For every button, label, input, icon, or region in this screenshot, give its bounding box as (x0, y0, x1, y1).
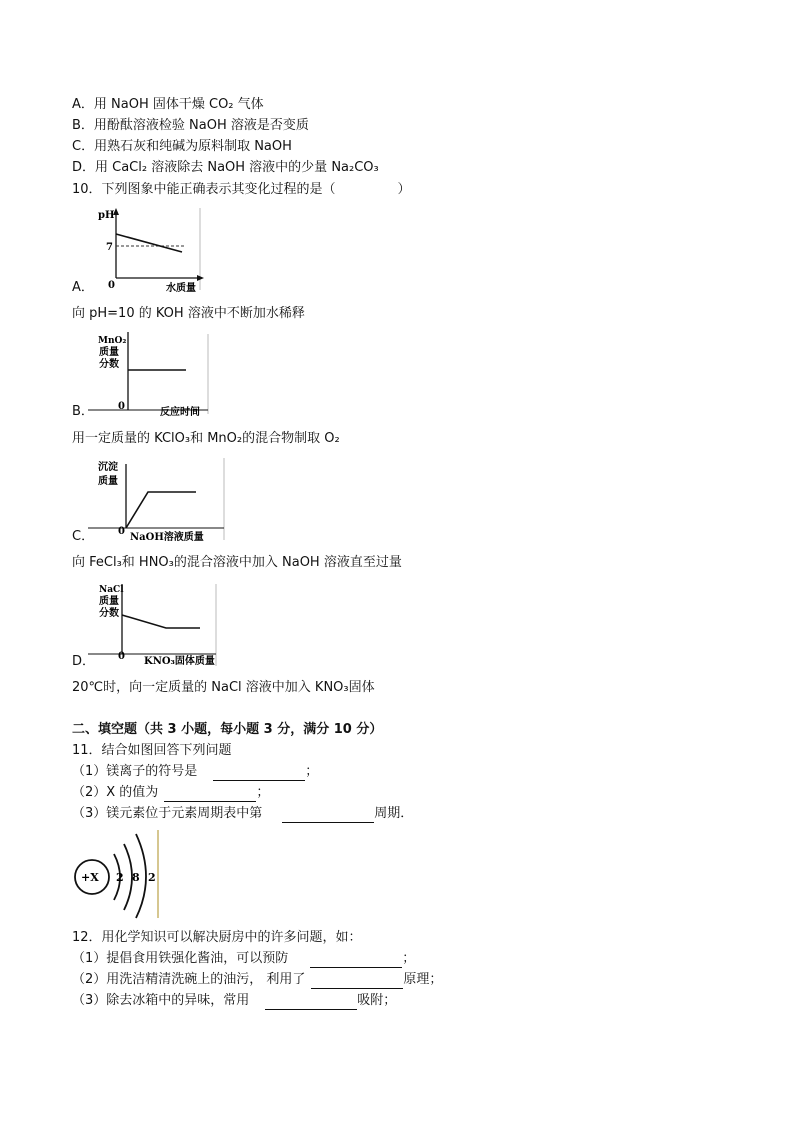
q11-stem: 11．结合如图回答下列问题 (72, 743, 232, 758)
q10-stem-text: 10．下列图象中能正确表示其变化过程的是（ (72, 182, 336, 197)
graph-c-ylabel-2: 质量 (98, 476, 118, 487)
q11-answer-blank-1[interactable] (213, 766, 305, 781)
q11-part-1 (72, 763, 318, 781)
q10-option-a-label: A． (72, 280, 94, 295)
atom-structure-diagram (70, 830, 162, 920)
q11-part-3-end: 周期． (374, 806, 414, 821)
q10-option-c-desc: 向 FeCl₃和 HNO₃的混合溶液中加入 NaOH 溶液直至过量 (72, 555, 402, 570)
q11-part-1-end: ； (305, 764, 319, 779)
graph-a-ylabel: pH (98, 210, 115, 221)
q12-part-1 (72, 950, 415, 968)
q11-part-3-text: （3）镁元素位于元素周期表中第 (72, 806, 263, 821)
q11-part-2 (72, 784, 269, 802)
q10-option-d-desc: 20℃时，向一定质量的 NaCl 溶液中加入 KNO₃固体 (72, 680, 375, 695)
graph-a (96, 206, 206, 296)
q12-part-1-text: （1）提倡食用铁强化酱油，可以预防 (72, 951, 289, 966)
graph-a-origin: 0 (108, 280, 115, 291)
section-2-title: 二、填空题（共 3 小题，每小题 3 分，满分 10 分） (72, 722, 383, 737)
graph-d-xlabel: KNO₃固体质量 (144, 656, 215, 667)
graph-d-origin: 0 (118, 651, 125, 662)
q12-part-2 (72, 971, 442, 989)
graph-d-ylabel-3: 分数 (99, 608, 119, 619)
graph-d (88, 582, 223, 668)
q12-part-3-end: 吸附； (357, 993, 397, 1008)
q9-option-c: C．用熟石灰和纯碱为原料制取 NaOH (72, 139, 292, 154)
graph-b-origin: 0 (118, 401, 125, 412)
q9-option-b: B．用酚酞溶液检验 NaOH 溶液是否变质 (72, 118, 309, 133)
graph-b-xlabel: 反应时间 (160, 407, 200, 418)
q12-part-3-text: （3）除去冰箱中的异味，常用 (72, 993, 250, 1008)
q11-part-2-text: （2）X 的值为 (72, 785, 159, 800)
q12-answer-blank-2[interactable] (311, 974, 403, 989)
graph-c-ylabel-1: 沉淀 (98, 462, 118, 473)
q10-option-a-desc: 向 pH=10 的 KOH 溶液中不断加水稀释 (72, 306, 305, 321)
graph-d-ylabel-1: NaCl (99, 585, 124, 595)
q12-part-2-text: （2）用洗洁精清洗碗上的油污， 利用了 (72, 972, 306, 987)
graph-b-ylabel-3: 分数 (99, 359, 119, 370)
electron-shell-2: 8 (132, 871, 140, 884)
q11-answer-blank-3[interactable] (282, 808, 374, 823)
q10-option-c-label: C． (72, 529, 95, 544)
nucleus-label: +X (81, 871, 99, 884)
q10-stem (72, 181, 411, 199)
q11-part-1-text: （1）镁离子的符号是 (72, 764, 198, 779)
graph-b-ylabel-1: MnO₂ (98, 336, 127, 346)
graph-d-ylabel-2: 质量 (99, 596, 119, 607)
graph-a-xlabel: 水质量 (166, 283, 196, 294)
graph-a-ytick: 7 (106, 242, 113, 253)
graph-b (88, 332, 213, 417)
graph-c-origin: 0 (118, 526, 125, 537)
electron-shell-3: 2 (148, 871, 156, 884)
q10-option-b-desc: 用一定质量的 KClO₃和 MnO₂的混合物制取 O₂ (72, 431, 340, 446)
q12-part-2-end: 原理； (403, 972, 443, 987)
q10-option-b-label: B． (72, 404, 94, 419)
q10-stem-close: ） (397, 182, 411, 197)
electron-shell-1: 2 (116, 871, 124, 884)
graph-b-ylabel-2: 质量 (99, 347, 119, 358)
q12-stem: 12．用化学知识可以解决厨房中的许多问题，如： (72, 930, 362, 945)
q11-answer-blank-2[interactable] (164, 787, 256, 802)
q10-option-d-label: D． (72, 654, 96, 669)
graph-c-xlabel: NaOH溶液质量 (130, 532, 204, 543)
q12-part-1-end: ； (402, 951, 416, 966)
q9-option-a: A．用 NaOH 固体干燥 CO₂ 气体 (72, 97, 264, 112)
q12-part-3 (72, 992, 396, 1010)
q9-option-d: D．用 CaCl₂ 溶液除去 NaOH 溶液中的少量 Na₂CO₃ (72, 160, 379, 175)
graph-c (88, 456, 228, 544)
q11-part-2-end: ； (256, 785, 270, 800)
q12-answer-blank-1[interactable] (310, 953, 402, 968)
q11-part-3 (72, 805, 413, 823)
q12-answer-blank-3[interactable] (265, 995, 357, 1010)
